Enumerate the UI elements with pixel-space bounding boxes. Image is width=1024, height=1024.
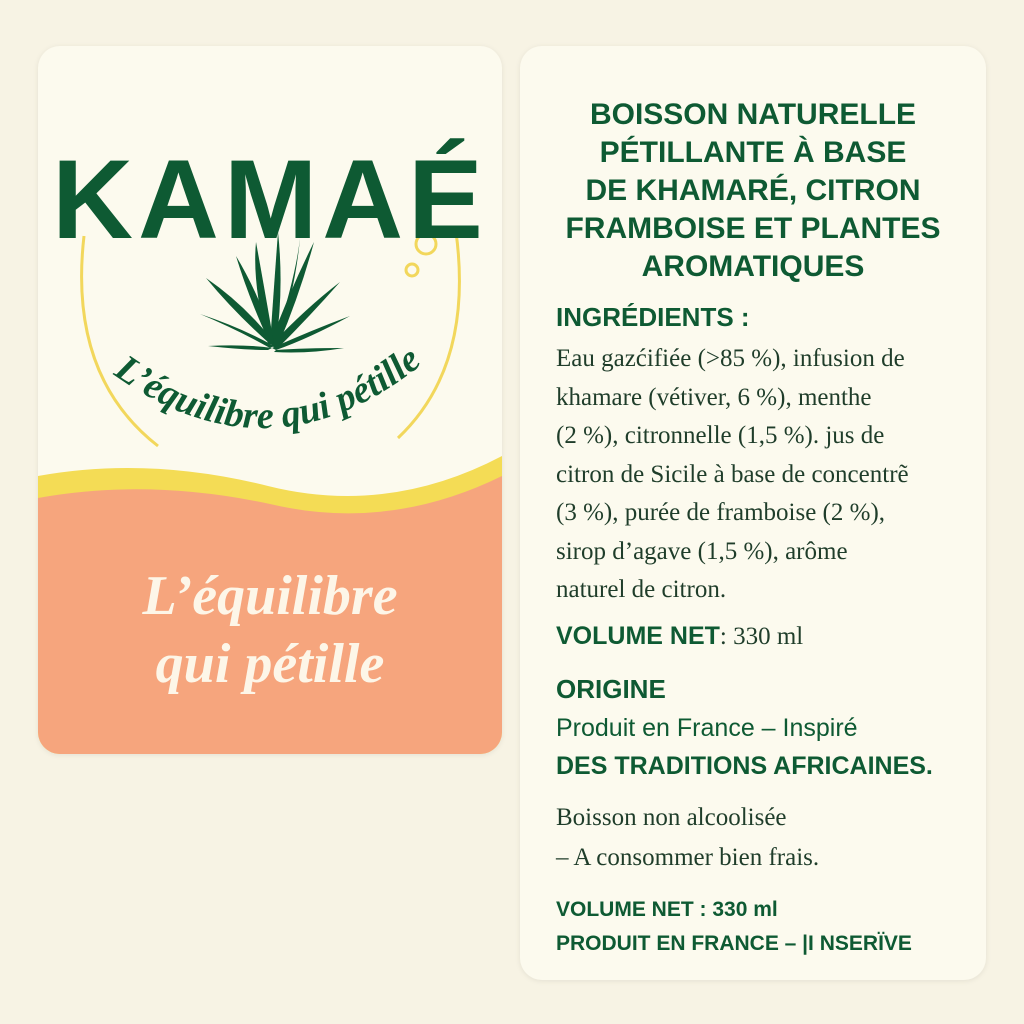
- front-label-panel: [38, 46, 502, 754]
- ingredients-line: sirop d’agave (1,5 %), arôme: [556, 537, 848, 565]
- ingredients-list: [556, 340, 976, 610]
- bubble-icon: [406, 264, 418, 276]
- left-arc-line: [82, 236, 158, 446]
- ingredients-line: Eau gazćifiée (>85 %), infusion de: [556, 345, 905, 372]
- volume-net: [556, 622, 976, 651]
- ingredients-line: citron de Sicile à base de concentrẽ: [556, 460, 909, 488]
- ingredients-line: khamare (vétiver, 6 %), menthe: [556, 383, 872, 411]
- title-line: FRAMBOISE ET PLANTES: [565, 212, 941, 245]
- title-line: DE KHAMARÉ, CITRON: [585, 174, 921, 207]
- curved-tagline: L’équilibre qui pétille: [107, 337, 429, 438]
- slogan-line-1: L’équilibre: [142, 565, 398, 627]
- ingredients-line: (3 %), purée de framboise (2 %),: [556, 499, 886, 526]
- origin-heading: ORIGINE: [556, 674, 666, 704]
- back-label-panel: [520, 46, 986, 980]
- slogan-line-2: qui pétille: [155, 633, 385, 695]
- footer-origin: PRODUIT EN FRANCE – |I NSERÏVE: [556, 932, 912, 955]
- origin-line-2: DES TRADITIONS AFRICAINES.: [556, 752, 933, 780]
- volume-value: : 330 ml: [719, 623, 804, 650]
- footer-volume: VOLUME NET : 330 ml: [556, 898, 778, 921]
- title-line: BOISSON NATURELLE: [589, 98, 917, 131]
- product-title: [520, 96, 986, 286]
- ingredients-heading: INGRÉDIENTS :: [556, 302, 750, 332]
- ingredients-line: naturel de citron.: [556, 576, 727, 603]
- title-line: AROMATIQUES: [641, 250, 865, 283]
- origin-line-1: Produit en France – Inspiré: [556, 714, 858, 742]
- volume-label: VOLUME NET: [556, 622, 720, 650]
- right-arc-line: [398, 232, 459, 438]
- note-line-2: – A consommer bien frais.: [556, 844, 820, 871]
- note-line-1: Boisson non alcoolisée: [556, 804, 787, 831]
- brand-logo-text: KAMAÉ: [52, 137, 488, 262]
- ingredients-line: (2 %), citronnelle (1,5 %). jus de: [556, 422, 885, 449]
- title-line: PÉTILLANTE À BASE: [599, 136, 907, 169]
